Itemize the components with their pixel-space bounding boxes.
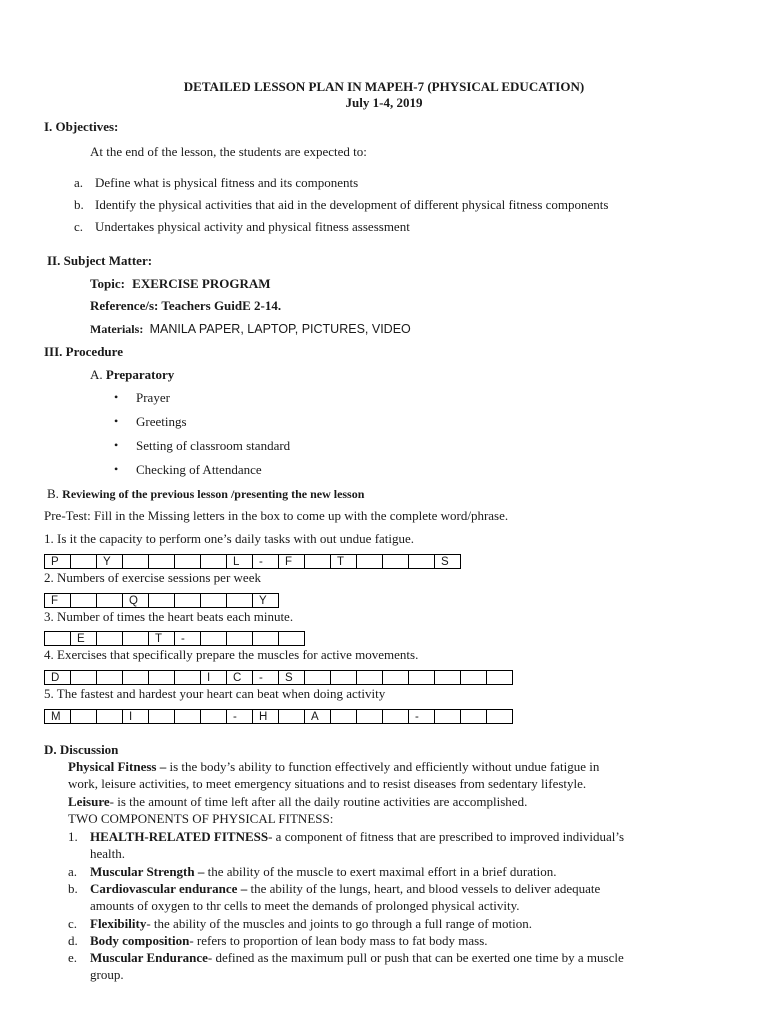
definition-term: Physical Fitness –	[68, 759, 167, 774]
answer-box-letter: S	[435, 554, 461, 569]
preparatory-item: Greetings	[136, 414, 187, 429]
component-item	[90, 881, 600, 897]
answer-box-blank	[175, 554, 201, 569]
answer-box-blank	[71, 670, 97, 685]
preparatory-item: Setting of classroom standard	[136, 438, 291, 453]
question-text: 5. The fastest and hardest your heart can beat when doing activity	[44, 686, 386, 701]
answer-box-letter: H	[253, 709, 279, 724]
answer-box-letter: F	[45, 593, 71, 608]
answer-grid	[44, 631, 305, 646]
bullet-icon: •	[114, 414, 119, 428]
definition-text: - the ability of the muscles and joints to go through a full range of motion.	[146, 916, 532, 931]
component-item	[90, 916, 532, 932]
subject-matter-heading: II. Subject Matter:	[47, 253, 153, 268]
answer-box-blank	[123, 554, 149, 569]
bullet-icon: •	[114, 462, 119, 476]
topic-label: Topic:	[90, 276, 125, 291]
answer-box-blank	[487, 709, 513, 724]
question-text: 1. Is it the capacity to perform one’s daily tasks with out undue fatigue.	[44, 531, 415, 546]
list-number: 1.	[68, 829, 78, 844]
procedure-heading: III. Procedure	[44, 344, 123, 359]
pretest-instructions: Pre-Test: Fill in the Missing letters in the box to come up with the complete word/phrase.	[44, 508, 509, 523]
definition-term: Cardiovascular endurance –	[90, 881, 248, 896]
objectives-intro: At the end of the lesson, the students are expected to:	[90, 144, 367, 159]
answer-box-blank	[149, 593, 175, 608]
answer-box-letter: I	[123, 709, 149, 724]
answer-box-blank	[123, 670, 149, 685]
list-letter: a.	[68, 864, 78, 879]
answer-box-blank	[357, 554, 383, 569]
answer-box-blank	[149, 670, 175, 685]
definition-term: Body composition	[90, 933, 190, 948]
materials-line	[90, 321, 411, 337]
physical-fitness-definition	[68, 759, 599, 775]
answer-box-blank	[305, 554, 331, 569]
answer-box-blank	[149, 554, 175, 569]
answer-box-blank	[253, 631, 279, 646]
materials-value: MANILA PAPER, LAPTOP, PICTURES, VIDEO	[149, 322, 411, 336]
answer-box-blank	[383, 554, 409, 569]
document-title: DETAILED LESSON PLAN IN MAPEH-7 (PHYSICAL EDUCATION)	[183, 79, 585, 94]
answer-box-blank	[71, 593, 97, 608]
answer-box-blank	[123, 631, 149, 646]
definition-text: the ability of the lungs, heart, and blood vessels to deliver adequate	[247, 881, 601, 896]
answer-box-blank	[149, 709, 175, 724]
question-text: 4. Exercises that specifically prepare the muscles for active movements.	[44, 647, 419, 662]
answer-box-blank	[71, 709, 97, 724]
topic-value: EXERCISE PROGRAM	[132, 276, 271, 291]
answer-box-letter: M	[45, 709, 71, 724]
answer-box-letter: Y	[253, 593, 279, 608]
preparatory-item: Checking of Attendance	[136, 462, 262, 477]
bullet-icon: •	[114, 438, 119, 452]
document-date: July 1-4, 2019	[345, 95, 423, 110]
answer-box-letter: I	[201, 670, 227, 685]
answer-box-letter: -	[227, 709, 253, 724]
leisure-definition	[68, 794, 527, 810]
answer-box-blank	[279, 709, 305, 724]
definition-text: work, leisure activities, to meet emergency situations and to resist diseases from sedentary lifestyle.	[68, 776, 587, 791]
answer-box-letter: D	[45, 670, 71, 685]
answer-box-blank	[305, 670, 331, 685]
component-item	[90, 933, 488, 949]
component-item	[90, 950, 624, 966]
answer-box-blank	[279, 631, 305, 646]
answer-grid	[44, 554, 461, 569]
answer-box-blank	[175, 670, 201, 685]
answer-box-blank	[331, 709, 357, 724]
list-letter: b.	[68, 881, 78, 896]
list-letter: c.	[68, 916, 78, 931]
preparatory-prefix: A.	[90, 367, 103, 382]
answer-box-blank	[97, 593, 123, 608]
answer-box-blank	[71, 554, 97, 569]
answer-box-letter: S	[279, 670, 305, 685]
objective-item: Define what is physical fitness and its components	[95, 175, 359, 190]
answer-box-letter: T	[331, 554, 357, 569]
preparatory-label: Preparatory	[105, 367, 175, 382]
answer-box-letter: -	[253, 670, 279, 685]
definition-text: - defined as the maximum pull or push that can be exerted one time by a muscle	[207, 950, 624, 965]
definition-term: Leisure	[68, 794, 110, 809]
objective-item: Identify the physical activities that aid in the development of different physical fitness components	[95, 197, 609, 212]
definition-term: Muscular Strength –	[90, 864, 205, 879]
answer-box-blank	[487, 670, 513, 685]
answer-box-blank	[461, 670, 487, 685]
objectives-heading: I. Objectives:	[44, 119, 119, 134]
answer-box-blank	[45, 631, 71, 646]
definition-term: HEALTH-RELATED FITNESS	[90, 829, 269, 844]
definition-text: - is the amount of time left after all the daily routine activities are accomplished.	[109, 794, 528, 809]
definition-text: amounts of oxygen to thr cells to meet the demands of prolonged physical activity.	[90, 898, 520, 913]
answer-box-blank	[201, 709, 227, 724]
answer-box-blank	[227, 631, 253, 646]
materials-label: Materials:	[90, 322, 144, 336]
two-components-heading: TWO COMPONENTS OF PHYSICAL FITNESS:	[68, 811, 334, 826]
definition-text: - refers to proportion of lean body mass to fat body mass.	[189, 933, 488, 948]
answer-box-letter: T	[149, 631, 175, 646]
component-item	[90, 864, 556, 880]
answer-box-blank	[201, 593, 227, 608]
question-text: 2. Numbers of exercise sessions per week	[44, 570, 261, 585]
definition-text: - a component of fitness that are prescribed to improved individual’s	[268, 829, 625, 844]
preparatory-item: Prayer	[136, 390, 170, 405]
preparatory-line	[90, 367, 174, 383]
answer-box-blank	[97, 631, 123, 646]
objective-letter: a.	[74, 175, 84, 190]
bullet-icon: •	[114, 390, 119, 404]
answer-box-letter: L	[227, 554, 253, 569]
topic-line	[90, 276, 271, 292]
list-letter: e.	[68, 950, 78, 965]
definition-text: group.	[90, 967, 124, 982]
answer-box-blank	[175, 709, 201, 724]
answer-box-letter: F	[279, 554, 305, 569]
answer-box-blank	[357, 709, 383, 724]
answer-box-blank	[331, 670, 357, 685]
answer-box-blank	[97, 709, 123, 724]
answer-grid	[44, 709, 513, 724]
list-letter: d.	[68, 933, 78, 948]
definition-text: health.	[90, 846, 126, 861]
answer-box-blank	[201, 554, 227, 569]
objective-letter: c.	[74, 219, 84, 234]
answer-box-letter: C	[227, 670, 253, 685]
definition-text: the ability of the muscle to exert maximal effort in a brief duration.	[204, 864, 557, 879]
answer-box-blank	[435, 709, 461, 724]
answer-box-blank	[97, 670, 123, 685]
answer-grid	[44, 670, 513, 685]
definition-text: is the body’s ability to function effectively and efficiently without undue fatigue in	[166, 759, 600, 774]
discussion-heading: D. Discussion	[44, 742, 119, 757]
answer-box-letter: A	[305, 709, 331, 724]
answer-box-letter: P	[45, 554, 71, 569]
answer-box-letter: -	[175, 631, 201, 646]
reference-line: Reference/s: Teachers GuidE 2-14.	[90, 298, 282, 313]
answer-box-blank	[435, 670, 461, 685]
answer-box-blank	[227, 593, 253, 608]
answer-box-letter: Q	[123, 593, 149, 608]
answer-box-blank	[383, 670, 409, 685]
answer-box-letter: E	[71, 631, 97, 646]
answer-box-letter: -	[253, 554, 279, 569]
answer-box-blank	[383, 709, 409, 724]
objective-letter: b.	[74, 197, 84, 212]
answer-box-blank	[461, 709, 487, 724]
review-label: Reviewing of the previous lesson /presenting the new lesson	[62, 487, 365, 501]
answer-grid	[44, 593, 279, 608]
answer-box-blank	[409, 554, 435, 569]
review-prefix: B.	[47, 486, 59, 501]
review-line	[47, 486, 364, 502]
answer-box-blank	[201, 631, 227, 646]
answer-box-blank	[175, 593, 201, 608]
answer-box-blank	[409, 670, 435, 685]
definition-term: Muscular Endurance	[90, 950, 208, 965]
objective-item: Undertakes physical activity and physical fitness assessment	[95, 219, 410, 234]
health-related-fitness	[90, 829, 624, 845]
answer-box-letter: Y	[97, 554, 123, 569]
definition-term: Flexibility	[90, 916, 147, 931]
question-text: 3. Number of times the heart beats each minute.	[44, 609, 294, 624]
answer-box-blank	[357, 670, 383, 685]
answer-box-letter: -	[409, 709, 435, 724]
